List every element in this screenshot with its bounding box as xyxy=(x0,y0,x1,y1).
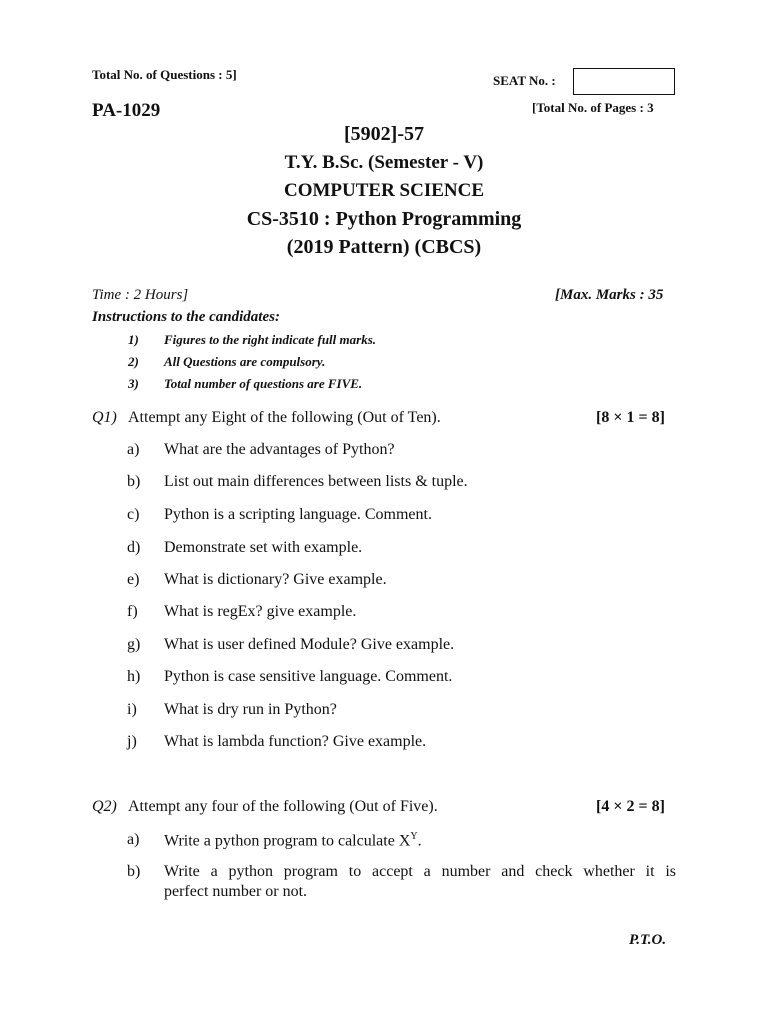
option-text xyxy=(164,831,422,850)
q1-label: Q1) xyxy=(92,409,117,426)
option-letter: a) xyxy=(127,441,140,458)
superscript: Y xyxy=(410,831,418,842)
option-letter: a) xyxy=(127,831,140,848)
option-text: What is user defined Module? Give example. xyxy=(164,636,455,653)
paper-title: CS-3510 : Python Programming xyxy=(246,208,522,230)
instruction-num: 2) xyxy=(128,354,139,369)
option-letter: e) xyxy=(127,571,140,588)
option-letter: j) xyxy=(127,733,137,750)
option-text-main: Write a python program to calculate X xyxy=(164,832,411,850)
instruction-text: Total number of questions are FIVE. xyxy=(164,376,363,391)
instructions-heading: Instructions to the candidates: xyxy=(92,309,280,325)
exam-code: [5902]-57 xyxy=(344,123,424,145)
instruction-num: 1) xyxy=(128,332,139,347)
instruction-text: All Questions are compulsory. xyxy=(164,354,326,369)
max-marks: [Max. Marks : 35 xyxy=(555,287,664,303)
option-text: What is lambda function? Give example. xyxy=(164,733,427,750)
option-letter: f) xyxy=(127,603,138,620)
total-questions: Total No. of Questions : 5] xyxy=(92,67,237,82)
option-text: Python is a scripting language. Comment. xyxy=(164,506,432,523)
option-letter: b) xyxy=(127,863,141,880)
instruction-num: 3) xyxy=(128,376,139,391)
option-letter: b) xyxy=(127,473,141,490)
paper-code: PA-1029 xyxy=(92,100,161,121)
option-letter: g) xyxy=(127,636,141,653)
course-title: T.Y. B.Sc. (Semester - V) xyxy=(284,152,484,173)
time-allowed: Time : 2 Hours] xyxy=(92,287,189,303)
option-text: What is dictionary? Give example. xyxy=(164,571,387,588)
option-text: What are the advantages of Python? xyxy=(164,441,395,458)
q2-label: Q2) xyxy=(92,798,117,815)
option-text: List out main differences between lists & tuple. xyxy=(164,473,468,490)
option-letter: i) xyxy=(127,701,137,718)
option-text: Python is case sensitive language. Comment. xyxy=(164,668,453,685)
pto-label: P.T.O. xyxy=(629,932,667,948)
option-letter: c) xyxy=(127,506,140,523)
option-letter: h) xyxy=(127,668,141,685)
seat-number-box[interactable] xyxy=(573,68,675,95)
pattern-title: (2019 Pattern) (CBCS) xyxy=(286,236,482,258)
subject-title: COMPUTER SCIENCE xyxy=(283,180,485,201)
option-letter: d) xyxy=(127,539,141,556)
q2-marks: [4 × 2 = 8] xyxy=(596,798,665,815)
option-text-end: . xyxy=(417,832,422,850)
instruction-text: Figures to the right indicate full marks. xyxy=(164,332,377,347)
option-text: What is regEx? give example. xyxy=(164,603,357,620)
q2-text: Attempt any four of the following (Out of Five). xyxy=(128,798,438,815)
option-text: Demonstrate set with example. xyxy=(164,539,363,556)
q1-text: Attempt any Eight of the following (Out of Ten). xyxy=(128,409,441,426)
seat-label: SEAT No. : xyxy=(493,73,556,88)
q1-marks: [8 × 1 = 8] xyxy=(596,409,665,426)
option-text: What is dry run in Python? xyxy=(164,701,337,718)
option-text-line2: perfect number or not. xyxy=(164,883,308,900)
total-pages: [Total No. of Pages : 3 xyxy=(532,100,654,115)
option-text-line1: Write a python program to accept a number and check whether it is xyxy=(164,863,676,880)
